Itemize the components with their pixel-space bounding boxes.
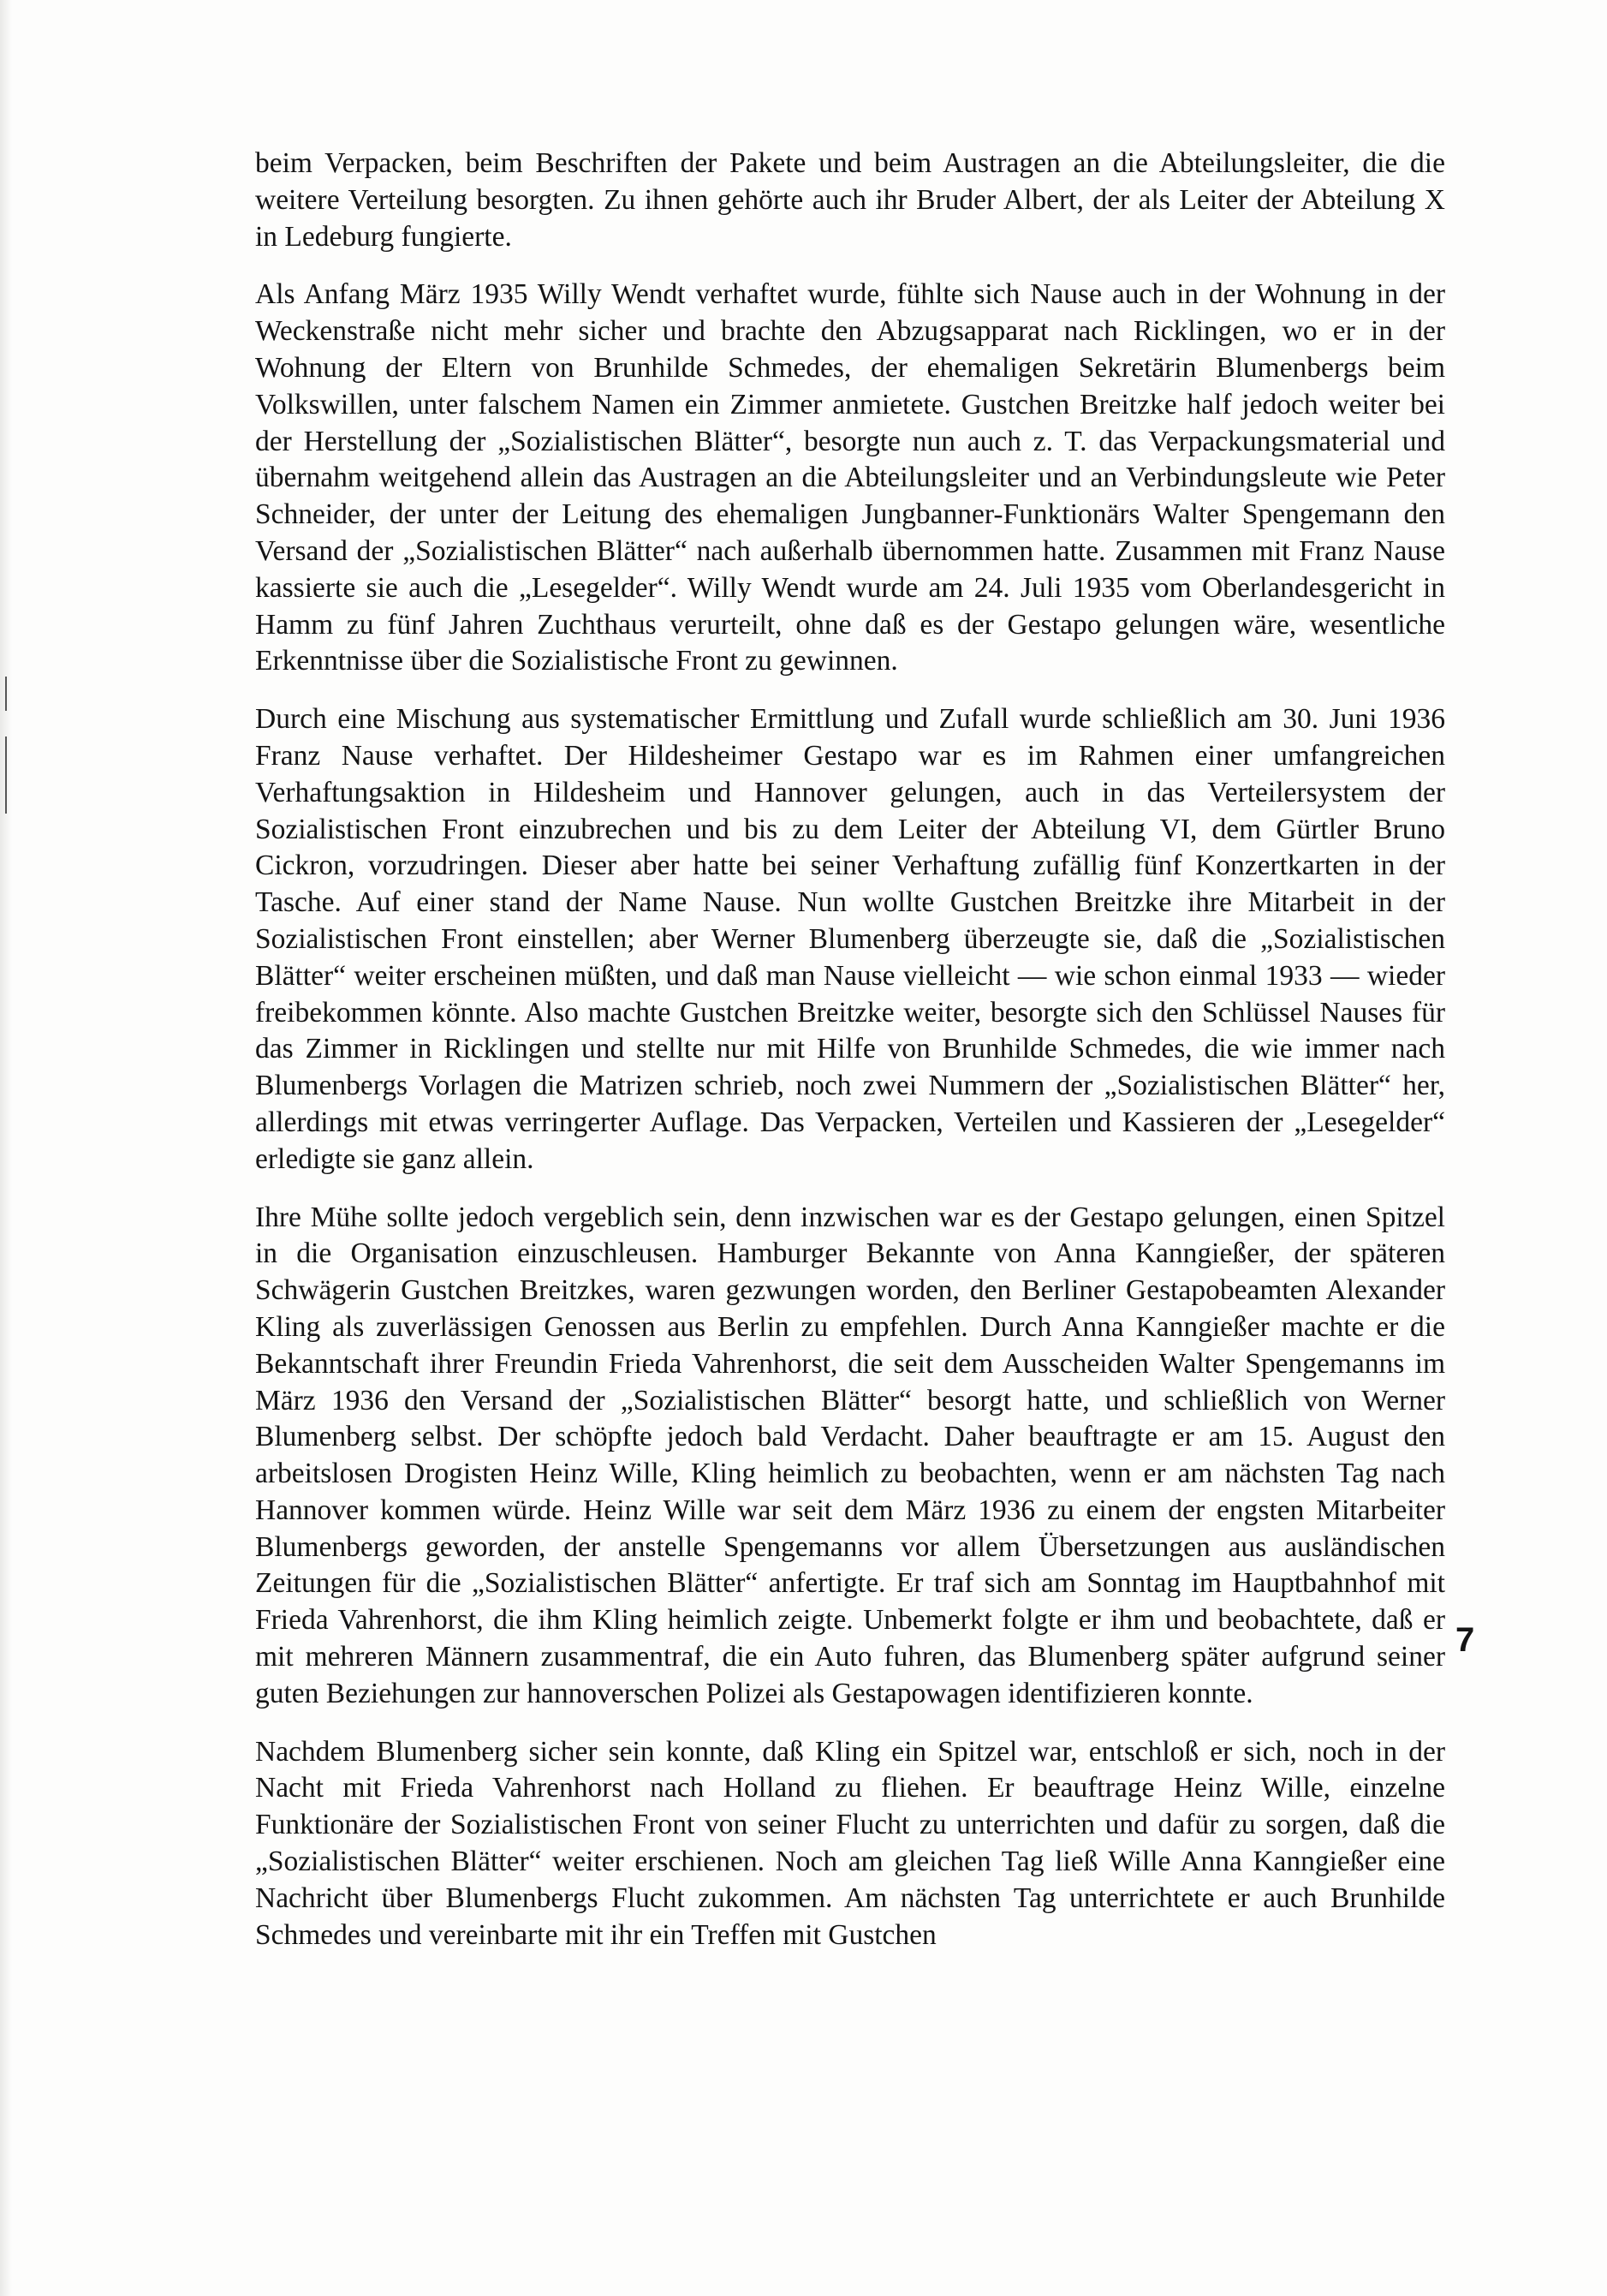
page-body bbox=[255, 146, 1445, 1975]
paragraph-1: beim Verpacken, beim Beschriften der Pakete und beim Austragen an die Abteilungsleiter, die die weitere Verteilung besorgten. Zu ihnen gehörte auch ihr Bruder Albert, der als Leiter der Abteilung X in Ledeburg fungierte. bbox=[255, 147, 1445, 253]
scan-edge-mark bbox=[5, 677, 7, 711]
paragraph-4: Ihre Mühe sollte jedoch vergeblich sein, denn inzwischen war es der Gestapo gelungen, einen Spitzel in die Organisation einzuschleusen. Hamburger Bekannte von Anna Kanngießer, der späteren Schwägerin Gustchen Breitzkes, waren gezwungen worden, den Berliner Gestapobeamten Alexander Kling als zuverlässigen Genossen aus Berlin zu empfehlen. Durch Anna Kanngießer machte er die Bekanntschaft ihrer Freundin Frieda Vahrenhorst, die seit dem Ausscheiden Walter Spengemanns im März 1936 den Versand der „Sozialistischen Blätter“ besorgt hatte, und schließlich von Werner Blumenberg selbst. Der schöpfte jedoch bald Verdacht. Daher beauftragte er am 15. August den arbeitslosen Drogisten Heinz Wille, Kling heimlich zu beobachten, wenn er am nächsten Tag nach Hannover kommen würde. Heinz Wille war seit dem März 1936 zu einem der engsten Mitarbeiter Blumenbergs geworden, der anstelle Spengemanns vor allem Übersetzungen aus ausländischen Zeitungen für die „Sozialistischen Blätter“ anfertigte. Er traf sich am Sonntag im Hauptbahnhof mit Frieda Vahrenhorst, die ihm Kling heimlich zeigte. Unbemerkt folgte er ihm und beobachtete, daß er mit mehreren Männern zusammentraf, die ein Auto fuhren, das Blumenberg später aufgrund seiner guten Beziehungen zur hannoverschen Polizei als Gestapowagen identifizieren konnte. bbox=[255, 1201, 1445, 1709]
paragraph-2: Als Anfang März 1935 Willy Wendt verhaftet wurde, fühlte sich Nause auch in der Wohnung in der Weckenstraße nicht mehr sicher und brachte den Abzugsapparat nach Ricklingen, wo er in der Wohnung der Eltern von Brunhilde Schmedes, der ehemaligen Sekretärin Blumenbergs beim Volkswillen, unter falschem Namen ein Zimmer anmietete. Gustchen Breitzke half jedoch weiter bei der Herstellung der „Sozialistischen Blätter“, besorgte nun auch z. T. das Verpackungsmaterial und übernahm weitgehend allein das Austragen an die Abteilungsleiter und an Verbindungsleute wie Peter Schneider, der unter der Leitung des ehemaligen Jungbanner-Funktionärs Walter Spengemann den Versand der „Sozialistischen Blätter“ nach außerhalb übernommen hatte. Zusammen mit Franz Nause kassierte sie auch die „Lesegelder“. Willy Wendt wurde am 24. Juli 1935 vom Oberlandesgericht in Hamm zu fünf Jahren Zuchthaus verurteilt, ohne daß es der Gestapo gelungen wäre, wesentliche Erkenntnisse über die Sozialistische Front zu gewinnen. bbox=[255, 278, 1445, 677]
scan-edge-mark bbox=[5, 737, 7, 814]
paragraph-3: Durch eine Mischung aus systematischer Ermittlung und Zufall wurde schließlich am 30. Juni 1936 Franz Nause verhaftet. Der Hildesheimer Gestapo war es im Rahmen einer umfangreichen Verhaftungsaktion in Hildesheim und Hannover gelungen, auch in das Verteilersystem der Sozialistischen Front einzubrechen und bis zu dem Leiter der Abteilung VI, dem Gürtler Bruno Cickron, vorzudringen. Dieser aber hatte bei seiner Verhaftung zufällig fünf Konzertkarten in der Tasche. Auf einer stand der Name Nause. Nun wollte Gustchen Breitzke ihre Mitarbeit in der Sozialistischen Front einstellen; aber Werner Blumenberg überzeugte sie, daß die „Sozialistischen Blätter“ weiter erscheinen müßten, und daß man Nause vielleicht — wie schon einmal 1933 — wieder freibekommen könnte. Also machte Gustchen Breitzke weiter, besorgte sich den Schlüssel Nauses für das Zimmer in Ricklingen und stellte nur mit Hilfe von Brunhilde Schmedes, die wie immer nach Blumenbergs Vorlagen die Matrizen schrieb, noch zwei Nummern der „Sozialistischen Blätter“ her, allerdings mit etwas verringerter Auflage. Das Verpacken, Verteilen und Kassieren der „Lesegelder“ erledigte sie ganz allein. bbox=[255, 703, 1445, 1175]
paragraph-5: Nachdem Blumenberg sicher sein konnte, daß Kling ein Spitzel war, entschloß er sich, noch in der Nacht mit Frieda Vahrenhorst nach Holland zu fliehen. Er beauftrage Heinz Wille, einzelne Funktionäre der Sozialistischen Front von seiner Flucht zu unterrichten und dafür zu sorgen, daß die „Sozialistischen Blätter“ weiter erschienen. Noch am gleichen Tag ließ Wille Anna Kanngießer eine Nachricht über Blumenbergs Flucht zukommen. Am nächsten Tag unterrichtete er auch Brunhilde Schmedes und vereinbarte mit ihr ein Treffen mit Gustchen bbox=[255, 1735, 1445, 1951]
scan-edge bbox=[0, 0, 12, 2296]
page-number: 7 bbox=[1455, 1621, 1475, 1659]
